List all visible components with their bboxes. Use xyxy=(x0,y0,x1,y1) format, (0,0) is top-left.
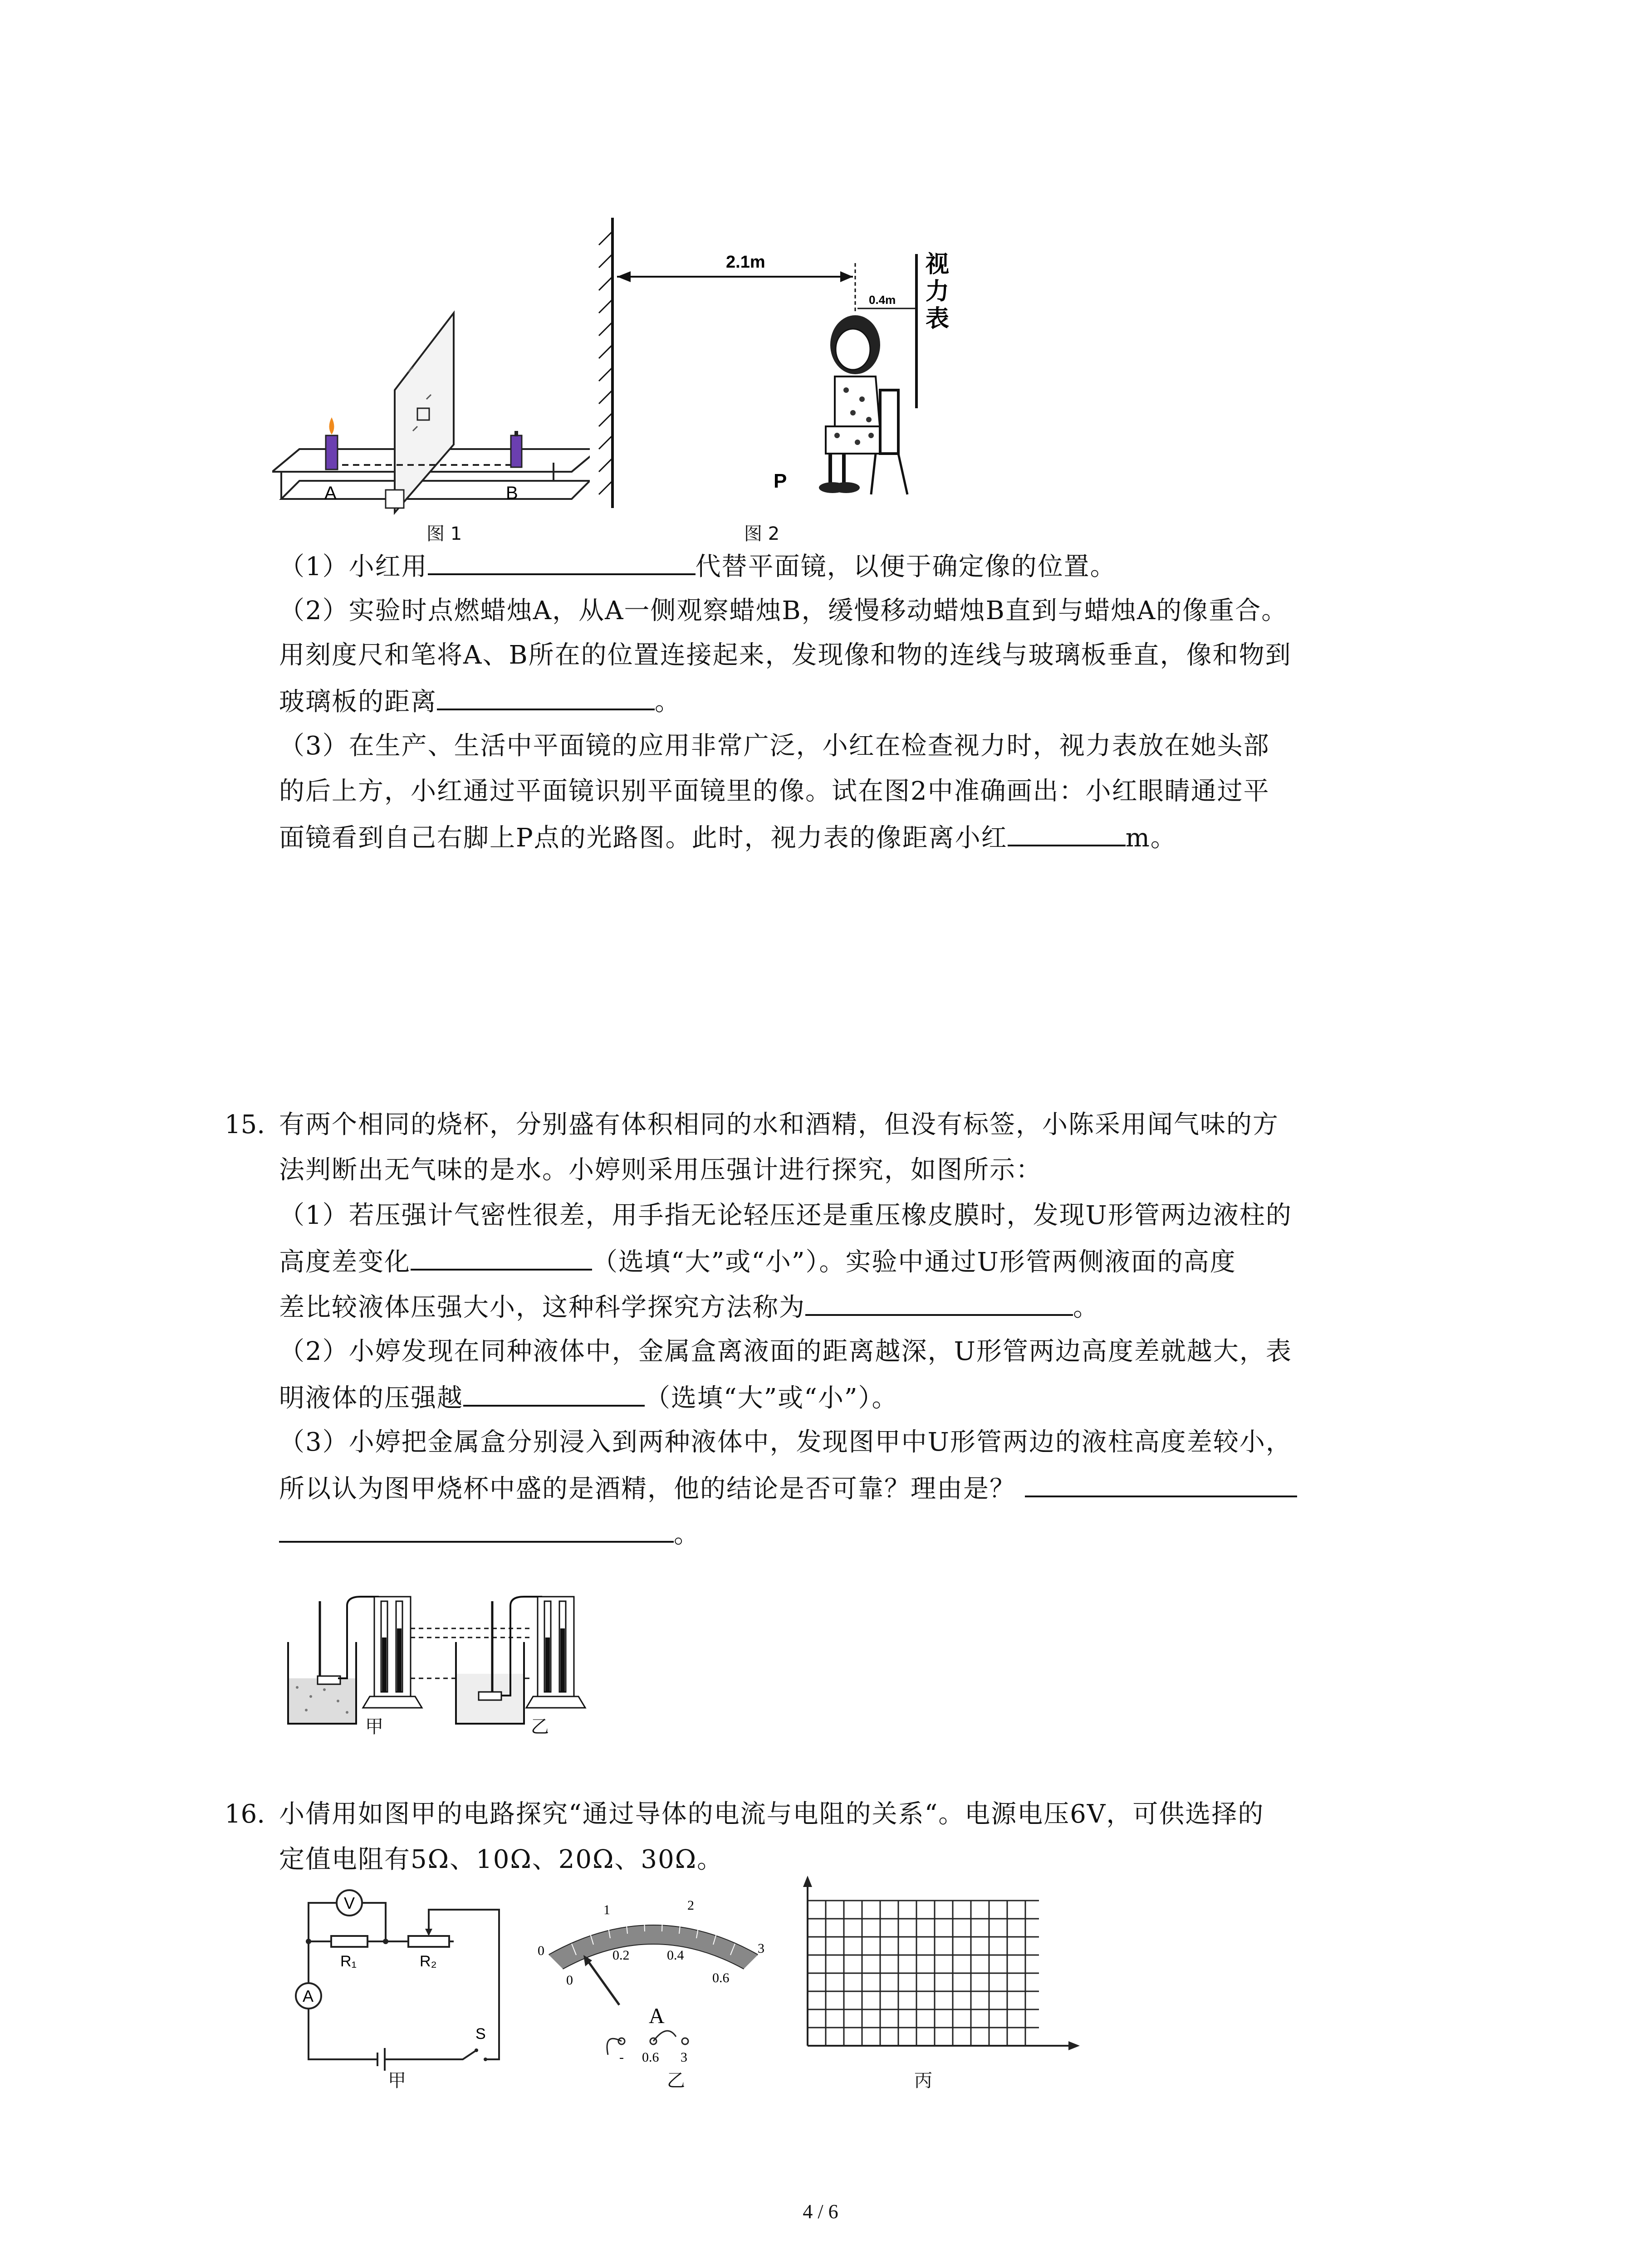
q15-part3-line3-post: 。 xyxy=(674,1520,700,1549)
q16-meter-caption: 乙 xyxy=(667,2070,685,2091)
q16-line2: 定值电阻有5Ω、10Ω、20Ω、30Ω。 xyxy=(279,1845,724,1874)
q15-part3-line1: （3）小婷把金属盒分别浸入到两种液体中，发现图甲中U形管两边的液柱高度差较小， xyxy=(279,1427,1292,1457)
ammeter-dial-drawing xyxy=(531,1887,776,2077)
upper-scale-1: 1 xyxy=(603,1902,610,1917)
q14-part3-blank[interactable] xyxy=(1008,821,1126,846)
q16-line1: 小倩用如图甲的电路探究“通过导体的电流与电阻的关系“。电源电压6V，可供选择的 xyxy=(279,1799,1264,1829)
lower-scale-3: 0.6 xyxy=(712,1970,730,1985)
q15-part1-line2-pre: 高度差变化 xyxy=(279,1247,411,1277)
q14-part3-line3-pre: 面镜看到自己右脚上P点的光路图。此时，视力表的像距离小红 xyxy=(279,823,1008,853)
q15-part3-line3 xyxy=(279,1517,700,1550)
circuit-drawing xyxy=(272,1887,526,2077)
q15-part1-line1: （1）若压强计气密性很差，用手指无论轻压还是重压橡皮膜时，发现U形管两边液柱的 xyxy=(279,1201,1292,1230)
q15-part1-line3-pre: 差比较液体压强大小，这种科学探究方法称为 xyxy=(279,1293,805,1322)
q15-part3-blank2[interactable] xyxy=(279,1517,674,1543)
point-p-label: P xyxy=(774,470,787,492)
figure-2-caption: 图 2 xyxy=(744,523,780,544)
q15-part2-blank[interactable] xyxy=(463,1381,645,1407)
q15-part3-blank1[interactable] xyxy=(1025,1472,1297,1497)
q15-part1-line2-post: （选填“大”或“小”）。实验中通过U形管两侧液面的高度 xyxy=(592,1247,1236,1277)
chart-label-2: 力 xyxy=(926,278,950,305)
q14-part3-line3 xyxy=(279,821,1177,854)
q15-part1-line3-post: 。 xyxy=(1073,1293,1099,1322)
q14-part3-line2: 的后上方，小红通过平面镜识别平面镜里的像。试在图2中准确画出：小红眼睛通过平 xyxy=(279,777,1270,806)
q15-part2-line2-post: （选填“大”或“小”）。 xyxy=(645,1383,898,1413)
blank-graph-grid[interactable] xyxy=(789,1873,1089,2073)
q15-part1-blank1[interactable] xyxy=(411,1245,592,1271)
terminal-3: 3 xyxy=(681,2050,687,2065)
upper-scale-0: 0 xyxy=(538,1943,544,1958)
figure-2 xyxy=(590,213,998,531)
r2-label: R₂ xyxy=(420,1953,437,1970)
upper-scale-2: 2 xyxy=(687,1898,694,1913)
chart-label-3: 表 xyxy=(926,305,950,332)
q14-part2-blank[interactable] xyxy=(437,685,655,710)
terminal-0-6: 0.6 xyxy=(642,2050,659,2065)
q14-part1 xyxy=(279,550,1117,583)
q15-part2-line2-pre: 明液体的压强越 xyxy=(279,1383,463,1413)
lower-scale-1: 0.2 xyxy=(612,1948,630,1963)
q15-part1-blank2[interactable] xyxy=(805,1290,1073,1316)
q16-number: 16. xyxy=(225,1799,265,1829)
grid-lines xyxy=(808,1901,1039,2046)
label-b: B xyxy=(506,483,518,503)
q15-part2-line1: （2）小婷发现在同种液体中，金属盒离液面的距离越深，U形管两边高度差就越大，表 xyxy=(279,1337,1292,1366)
terminal-negative: - xyxy=(619,2050,624,2065)
q14-part2-line3-pre: 玻璃板的距离 xyxy=(279,687,437,717)
chart-label-1: 视 xyxy=(926,250,950,278)
q15-line2: 法判断出无气味的是水。小婷则采用压强计进行探究，如图所示： xyxy=(279,1155,1042,1185)
q14-part2-line1: （2）实验时点燃蜡烛A，从A一侧观察蜡烛B，缓慢移动蜡烛B直到与蜡烛A的像重合。 xyxy=(279,596,1288,626)
page-number: 4 / 6 xyxy=(803,2200,838,2223)
lower-scale-2: 0.4 xyxy=(667,1948,684,1963)
q16-circuit-caption: 甲 xyxy=(388,2070,406,2091)
q14-part2-line3-post: 。 xyxy=(655,687,681,717)
q15-figure-label-jia: 甲 xyxy=(365,1716,383,1737)
q16-meter-figure xyxy=(531,1887,776,2077)
q14-part2-line3 xyxy=(279,685,681,718)
lower-scale-0: 0 xyxy=(566,1973,573,1988)
distance-chart-label: 0.4m xyxy=(869,293,896,307)
q15-figure xyxy=(279,1588,624,1737)
r1-label: R₁ xyxy=(340,1953,357,1970)
upper-scale-3: 3 xyxy=(758,1941,764,1956)
q14-part1-post: 代替平面镜，以便于确定像的位置。 xyxy=(695,552,1117,582)
distance-mirror-label: 2.1m xyxy=(726,253,765,272)
q15-part3-line2 xyxy=(279,1472,1297,1505)
figure-1 xyxy=(272,218,590,544)
q15-part2-line2 xyxy=(279,1381,898,1414)
q15-number: 15. xyxy=(225,1110,265,1139)
switch-label: S xyxy=(475,2025,486,2043)
candle-experiment-drawing xyxy=(272,218,590,544)
q16-circuit-figure xyxy=(272,1887,526,2077)
q15-line1: 有两个相同的烧杯，分别盛有体积相同的水和酒精，但没有标签，小陈采用闻气味的方 xyxy=(279,1110,1279,1139)
q14-part1-blank[interactable] xyxy=(428,550,696,575)
q15-figure-label-yi: 乙 xyxy=(531,1716,549,1737)
voltmeter-label: V xyxy=(344,1894,355,1912)
q14-part3-line3-post: m。 xyxy=(1125,823,1177,853)
vision-test-drawing xyxy=(590,213,998,531)
q14-part1-pre: （1）小红用 xyxy=(279,552,428,582)
q15-part3-line2-pre: 所以认为图甲烧杯中盛的是酒精，他的结论是否可靠？理由是？ xyxy=(279,1474,1016,1504)
q14-part2-line2: 用刻度尺和笔将A、B所在的位置连接起来，发现像和物的连线与玻璃板垂直，像和物到 xyxy=(279,640,1292,670)
q16-grid-caption: 丙 xyxy=(914,2070,932,2091)
ammeter-label: A xyxy=(303,1987,314,2005)
q15-part1-line3 xyxy=(279,1290,1099,1324)
label-a: A xyxy=(324,483,337,503)
q16-grid-figure xyxy=(789,1873,1089,2073)
meter-unit-label: A xyxy=(649,2004,665,2028)
pressure-gauge-drawing xyxy=(279,1588,624,1737)
figure-1-caption: 图 1 xyxy=(426,523,462,544)
q15-part1-line2 xyxy=(279,1245,1236,1278)
q14-part3-line1: （3）在生产、生活中平面镜的应用非常广泛，小红在检查视力时，视力表放在她头部 xyxy=(279,731,1270,761)
